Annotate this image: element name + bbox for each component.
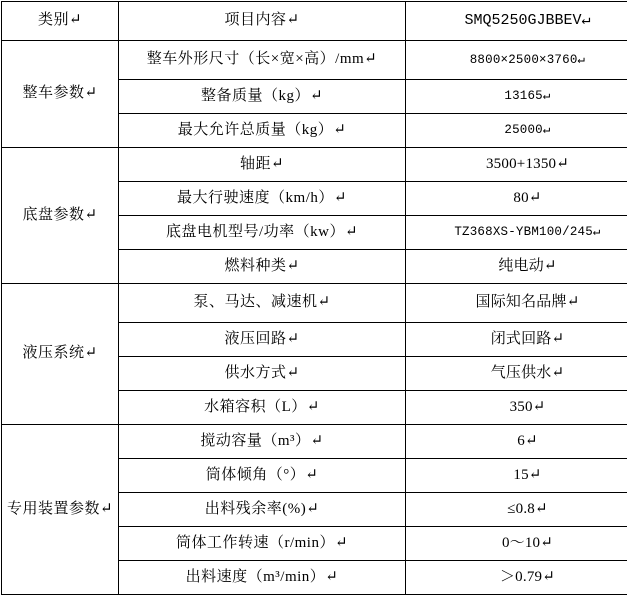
item-value: ≤0.8↵ — [406, 493, 627, 527]
item-value: 3500+1350↵ — [406, 148, 627, 182]
header-category: 类别↵ — [2, 2, 119, 41]
header-model-value: SMQ5250GJBBEV↵ — [406, 2, 627, 41]
table-row — [2, 284, 627, 323]
item-value: 闭式回路↵ — [406, 323, 627, 357]
item-value: 15↵ — [406, 459, 627, 493]
table-header-row — [2, 2, 627, 41]
table-body — [2, 2, 627, 595]
table-row — [2, 425, 627, 459]
item-label: 供水方式↵ — [119, 357, 406, 391]
table-row — [2, 41, 627, 80]
item-label: 底盘电机型号/功率（kw）↵ — [119, 216, 406, 250]
group-category-3: 专用装置参数↵ — [2, 425, 119, 595]
item-value: 350↵ — [406, 391, 627, 425]
item-label: 筒体工作转速（r/min）↵ — [119, 527, 406, 561]
vehicle-spec-table — [1, 1, 627, 595]
item-value: ＞0.79↵ — [406, 561, 627, 595]
item-label: 整车外形尺寸（长×宽×高）/mm↵ — [119, 41, 406, 80]
item-label: 最大允许总质量（kg）↵ — [119, 114, 406, 148]
item-value: 国际知名品牌↵ — [406, 284, 627, 323]
item-label: 轴距↵ — [119, 148, 406, 182]
item-label: 泵、马达、减速机↵ — [119, 284, 406, 323]
header-item: 项目内容↵ — [119, 2, 406, 41]
item-label: 搅动容量（m³）↵ — [119, 425, 406, 459]
item-label: 燃料种类↵ — [119, 250, 406, 284]
item-label: 最大行驶速度（km/h）↵ — [119, 182, 406, 216]
item-label: 出料残余率(%)↵ — [119, 493, 406, 527]
item-value: 6↵ — [406, 425, 627, 459]
item-value: 13165↵ — [406, 80, 627, 114]
table-row — [2, 148, 627, 182]
item-label: 液压回路↵ — [119, 323, 406, 357]
item-value: TZ368XS-YBM100/245↵ — [406, 216, 627, 250]
item-value: 8800×2500×3760↵ — [406, 41, 627, 80]
item-label: 筒体倾角（°）↵ — [119, 459, 406, 493]
item-value: 0～10↵ — [406, 527, 627, 561]
item-value: 25000↵ — [406, 114, 627, 148]
item-label: 水箱容积（L）↵ — [119, 391, 406, 425]
group-category-1: 底盘参数↵ — [2, 148, 119, 284]
item-value: 80↵ — [406, 182, 627, 216]
group-category-0: 整车参数↵ — [2, 41, 119, 148]
item-value: 气压供水↵ — [406, 357, 627, 391]
item-value: 纯电动↵ — [406, 250, 627, 284]
item-label: 出料速度（m³/min）↵ — [119, 561, 406, 595]
group-category-2: 液压系统↵ — [2, 284, 119, 425]
item-label: 整备质量（kg）↵ — [119, 80, 406, 114]
